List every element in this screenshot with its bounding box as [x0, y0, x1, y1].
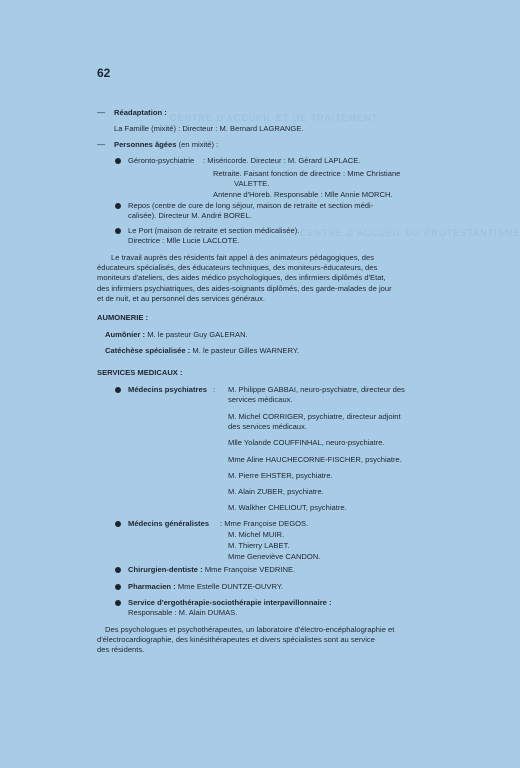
paragraph-line: et de nuit, et au personnel des services généraux.: [97, 293, 266, 303]
geronto-line: Antenne d'Horeb. Responsable : Mlle Annie MORCH.: [213, 190, 393, 199]
geronto-line: Retraite. Faisant fonction de directrice : Mme Christiane: [213, 169, 401, 178]
catechese-value: M. le pasteur Gilles WARNERY.: [192, 346, 300, 355]
generaliste-entry: : Mme Françoise DEGOS.: [220, 519, 309, 528]
pharmacien-value: Mme Estelle DUNTZE-OUVRY.: [177, 582, 284, 591]
bullet: [115, 158, 121, 164]
psychiatre-entry: M. Alain ZUBER, psychiatre.: [228, 487, 324, 496]
bullet: [115, 521, 121, 527]
psychiatre-entry: Mlle Yolande COUFFINHAL, neuro-psychiatre.: [228, 438, 385, 447]
chirurgien-value: Mme Françoise VEDRINE.: [204, 565, 296, 574]
catechese-line: [105, 346, 299, 356]
port-line: Directrice : Mlle Lucie LACLOTE.: [128, 236, 240, 245]
psychiatre-entry: M. Walkher CHELIOUT, psychiatre.: [228, 503, 347, 512]
bullet: [115, 600, 121, 606]
psychiatre-entry: services médicaux.: [228, 395, 293, 404]
paragraph-line: des infirmiers psychiatriques, des aides-soignants diplômés, des garde-malades de jour: [97, 283, 392, 293]
travail-paragraph: [97, 253, 392, 304]
repos-line: calisée). Directeur M. André BOREL.: [128, 211, 252, 220]
section-heading-aumonerie: AUMONERIE :: [97, 313, 149, 322]
psychiatre-entry: M. Philippe GABBAI, neuro-psychiatre, directeur des: [228, 385, 405, 394]
aumonier-line: [105, 330, 248, 340]
generaliste-entry: M. Thierry LABET.: [228, 541, 290, 550]
paragraph-line: Des psychologues et psychothérapeutes, un laboratoire d'électro-encéphalographie et: [105, 625, 395, 634]
chirurgien-label: Chirurgien-dentiste :: [128, 565, 203, 574]
bullet: [115, 387, 121, 393]
dash-marker: —: [97, 140, 105, 149]
pharmacien-label: Pharmacien :: [128, 582, 176, 591]
bleed-through-text: CENTRE D'ACCUEIL ET DE TRAITEMENT: [170, 113, 379, 123]
geronto-line: : Miséricorde. Directeur : M. Gérard LAPLACE.: [203, 156, 361, 165]
psychiatre-entry: des services médicaux.: [228, 422, 307, 431]
paragraph-line: des résidents.: [97, 645, 145, 655]
bullet: [115, 567, 121, 573]
paragraph-line: d'électrocardiographie, des kinésithérapeutes et divers spécialistes sont au service: [97, 635, 375, 645]
aumonier-label: Aumônier :: [105, 330, 146, 339]
generaliste-entry: Mme Geneviève CANDON.: [228, 552, 321, 561]
geronto-label: Géronto-psychiatrie: [128, 156, 195, 165]
section-heading-readaptation: Réadaptation :: [114, 108, 167, 117]
psychiatres-label: Médecins psychiatres: [128, 385, 207, 394]
geronto-line: VALETTE.: [234, 179, 270, 188]
section-heading-services-medicaux: SERVICES MEDICAUX :: [97, 368, 183, 377]
dash-marker: —: [97, 108, 105, 117]
generalistes-label: Médecins généralistes: [128, 519, 210, 528]
pharmacien-line: [128, 582, 283, 592]
port-line: Le Port (maison de retraite et section médicalisée).: [128, 226, 300, 235]
aumonier-value: M. le pasteur Guy GALERAN.: [147, 330, 248, 339]
paragraph-line: moniteurs d'ateliers, des aides médico psychologiques, des infirmiers diplômés d'Etat,: [97, 273, 386, 283]
psychiatre-entry: Mme Aline HAUCHECORNE-FISCHER, psychiatre.: [228, 455, 402, 464]
colon-separator: :: [213, 385, 216, 394]
personnes-agees-suffix: (en mixité) :: [178, 140, 219, 149]
readaptation-line: La Famille (mixité) : Directeur : M. Bernard LAGRANGE.: [114, 124, 304, 133]
paragraph-line: éducateurs spécialisés, des éducateurs techniques, des moniteurs-éducateurs, des: [97, 263, 378, 273]
bleed-through-text: CENTRE D'ACCUEIL DU PROTESTANTISME: [300, 228, 520, 238]
repos-line: Repos (centre de cure de long séjour, maison de retraite et section médi-: [128, 201, 374, 210]
chirurgien-line: [128, 565, 295, 575]
ergo-value: Responsable : M. Alain DUMAS.: [128, 608, 238, 617]
bullet: [115, 584, 121, 590]
generaliste-entry: M. Michel MUIR.: [228, 530, 285, 539]
personnes-agees-label: Personnes âgées: [114, 140, 177, 149]
page-number: 62: [97, 66, 111, 80]
catechese-label: Catéchèse spécialisée :: [105, 346, 191, 355]
bullet: [115, 228, 121, 234]
psychiatre-entry: M. Pierre EHSTER, psychiatre.: [228, 471, 333, 480]
closing-paragraph: [97, 625, 394, 656]
section-heading-personnes-agees: [114, 140, 218, 150]
psychiatre-entry: M. Michel CORRIGER, psychiatre, directeur adjoint: [228, 412, 401, 421]
paragraph-line: Le travail auprès des résidents fait appel à des animateurs pédagogiques, des: [111, 253, 374, 262]
ergo-label: Service d'ergothérapie-sociothérapie interpavillonnaire :: [128, 598, 332, 607]
bullet: [115, 203, 121, 209]
